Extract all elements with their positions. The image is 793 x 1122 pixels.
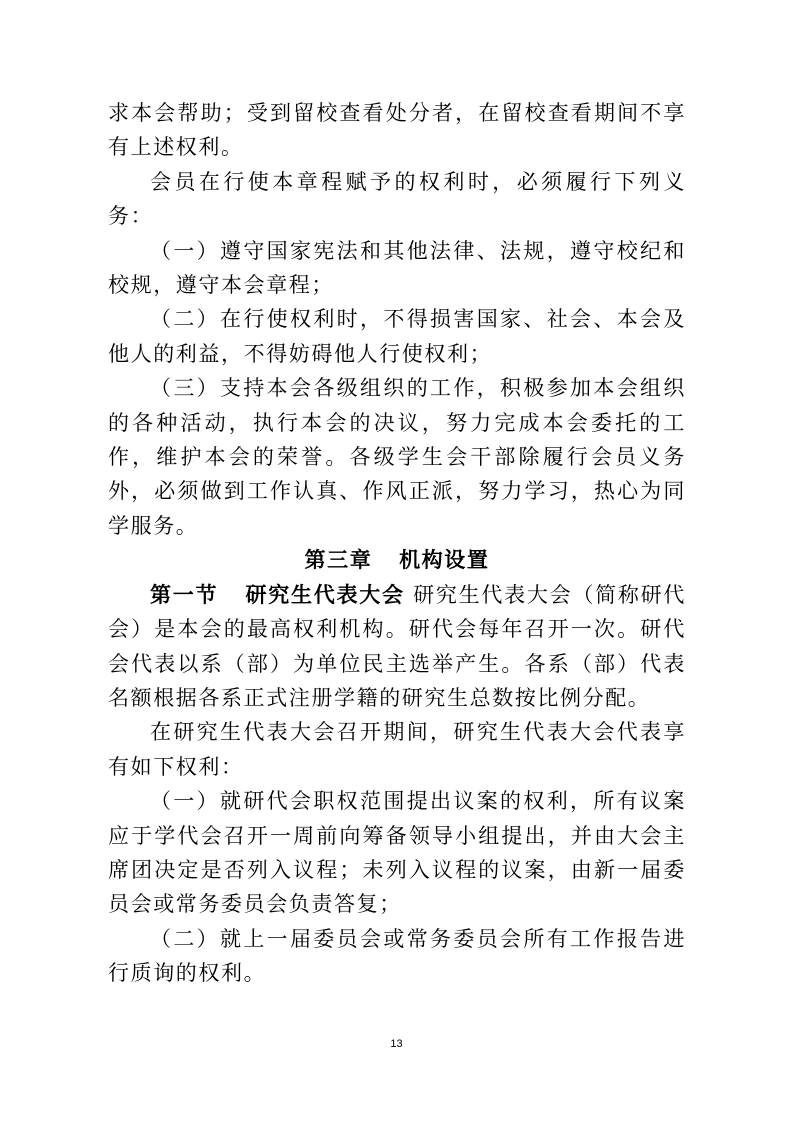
paragraph-delegate-right-2: （二）就上一届委员会或常务委员会所有工作报告进行质询的权利。 — [108, 926, 686, 986]
paragraph-obligation-2: （二）在行使权利时，不得损害国家、社会、本会及他人的利益，不得妨碍他人行使权利； — [108, 307, 686, 366]
section-paragraph — [108, 578, 686, 716]
document-page — [108, 96, 686, 991]
paragraph-obligation-3: （三）支持本会各级组织的工作，积极参加本会组织的各种活动，执行本会的决议，努力完成本会委托的工作，维护本会的荣誉。各级学生会干部除履行会员义务外，必须做到工作认真、作风正派，努力学习，热心为同学服务。 — [108, 376, 686, 538]
paragraph-obligations-intro: 会员在行使本章程赋予的权利时，必须履行下列义务： — [108, 169, 686, 229]
paragraph-continuation: 求本会帮助；受到留校查看处分者，在留校查看期间不享有上述权利。 — [108, 101, 686, 160]
paragraph-obligation-1: （一）遵守国家宪法和其他法律、法规，遵守校纪和校规，遵守本会章程； — [108, 238, 686, 298]
section-label: 第一节 研究生代表大会 — [150, 582, 405, 607]
section-text: 研究生代表大会（简称研代会）是本会的最高权利机构。研代会每年召开一次。研代会代表以系（部）为单位民主选举产生。各系（部）代表名额根据各系正式注册学籍的研究生总数按比例分配。 — [108, 582, 687, 710]
paragraph-delegate-rights-intro: 在研究生代表大会召开期间，研究生代表大会代表享有如下权利： — [108, 720, 686, 779]
chapter-heading: 第三章 机构设置 — [304, 548, 490, 573]
page-number: 13 — [390, 1038, 403, 1050]
paragraph-delegate-right-1: （一）就研代会职权范围提出议案的权利，所有议案应于学代会召开一周前向筹备领导小组提出，并由大会主席团决定是否列入议程；未列入议程的议案，由新一届委员会或常务委员会负责答复； — [108, 789, 686, 917]
